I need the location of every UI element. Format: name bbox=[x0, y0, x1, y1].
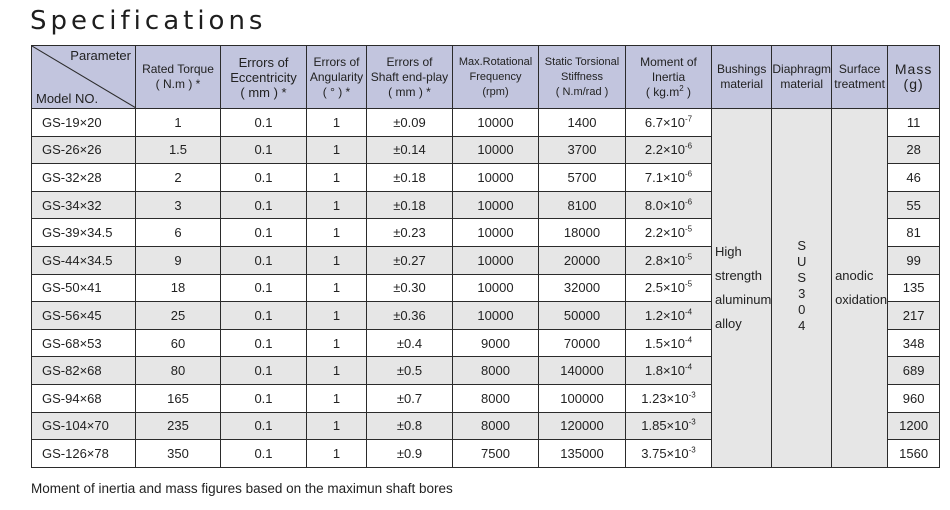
torque-cell: 2 bbox=[136, 164, 221, 192]
inertia-cell: $8.0\times 10^{-6}$ bbox=[626, 191, 712, 219]
header-row bbox=[32, 46, 940, 109]
angularity-cell: 1 bbox=[307, 357, 367, 385]
mass-cell: 28 bbox=[888, 136, 940, 164]
col-torsional-stiffness: Static Torsional Stiffness ( N.m/rad ) bbox=[539, 46, 626, 109]
torque-cell: 6 bbox=[136, 219, 221, 247]
stiffness-cell: 1400 bbox=[539, 109, 626, 137]
angularity-cell: 1 bbox=[307, 136, 367, 164]
stiffness-cell: 70000 bbox=[539, 329, 626, 357]
inertia-cell: $2.2\times 10^{-6}$ bbox=[626, 136, 712, 164]
stiffness-cell: 32000 bbox=[539, 274, 626, 302]
rotational-cell: 7500 bbox=[453, 440, 539, 468]
stiffness-cell: 18000 bbox=[539, 219, 626, 247]
angularity-cell: 1 bbox=[307, 274, 367, 302]
endplay-cell: ±0.36 bbox=[367, 302, 453, 330]
inertia-cell: $2.8\times 10^{-5}$ bbox=[626, 246, 712, 274]
torque-cell: 1.5 bbox=[136, 136, 221, 164]
endplay-cell: ±0.30 bbox=[367, 274, 453, 302]
mass-cell: 960 bbox=[888, 384, 940, 412]
rotational-cell: 10000 bbox=[453, 164, 539, 192]
angularity-cell: 1 bbox=[307, 246, 367, 274]
endplay-cell: ±0.9 bbox=[367, 440, 453, 468]
specifications-table bbox=[31, 45, 940, 468]
torque-cell: 9 bbox=[136, 246, 221, 274]
torque-cell: 80 bbox=[136, 357, 221, 385]
model-cell: GS-82×68 bbox=[32, 357, 136, 385]
rotational-cell: 10000 bbox=[453, 109, 539, 137]
rotational-cell: 10000 bbox=[453, 274, 539, 302]
mass-cell: 81 bbox=[888, 219, 940, 247]
rotational-cell: 10000 bbox=[453, 191, 539, 219]
col-diaphragm-material: Diaphragm material bbox=[772, 46, 832, 109]
endplay-cell: ±0.14 bbox=[367, 136, 453, 164]
model-cell: GS-68×53 bbox=[32, 329, 136, 357]
col-bushings-material: Bushings material bbox=[712, 46, 772, 109]
eccentricity-cell: 0.1 bbox=[221, 329, 307, 357]
mass-cell: 689 bbox=[888, 357, 940, 385]
angularity-cell: 1 bbox=[307, 384, 367, 412]
model-cell: GS-104×70 bbox=[32, 412, 136, 440]
stiffness-cell: 20000 bbox=[539, 246, 626, 274]
eccentricity-cell: 0.1 bbox=[221, 412, 307, 440]
angularity-cell: 1 bbox=[307, 191, 367, 219]
col-rotational-frequency: Max.Rotational Frequency (rpm) bbox=[453, 46, 539, 109]
col-rated-torque: Rated Torque ( N.m ) * bbox=[136, 46, 221, 109]
eccentricity-cell: 0.1 bbox=[221, 219, 307, 247]
torque-cell: 1 bbox=[136, 109, 221, 137]
model-cell: GS-50×41 bbox=[32, 274, 136, 302]
torque-cell: 235 bbox=[136, 412, 221, 440]
corner-parameter-label: Parameter bbox=[70, 48, 131, 63]
rotational-cell: 8000 bbox=[453, 412, 539, 440]
inertia-cell: $1.23\times 10^{-3}$ bbox=[626, 384, 712, 412]
rotational-cell: 8000 bbox=[453, 384, 539, 412]
eccentricity-cell: 0.1 bbox=[221, 357, 307, 385]
footnote: Moment of inertia and mass figures based on the maximun shaft bores bbox=[31, 481, 453, 496]
eccentricity-cell: 0.1 bbox=[221, 246, 307, 274]
inertia-cell: $7.1\times 10^{-6}$ bbox=[626, 164, 712, 192]
endplay-cell: ±0.09 bbox=[367, 109, 453, 137]
mass-cell: 46 bbox=[888, 164, 940, 192]
model-cell: GS-94×68 bbox=[32, 384, 136, 412]
inertia-cell: $2.2\times 10^{-5}$ bbox=[626, 219, 712, 247]
inertia-cell: $3.75\times 10^{-3}$ bbox=[626, 440, 712, 468]
col-endplay: Errors of Shaft end-play ( mm ) * bbox=[367, 46, 453, 109]
rotational-cell: 10000 bbox=[453, 302, 539, 330]
endplay-cell: ±0.8 bbox=[367, 412, 453, 440]
col-mass: Mass (g) bbox=[888, 46, 940, 109]
angularity-cell: 1 bbox=[307, 440, 367, 468]
mass-cell: 217 bbox=[888, 302, 940, 330]
endplay-cell: ±0.4 bbox=[367, 329, 453, 357]
endplay-cell: ±0.7 bbox=[367, 384, 453, 412]
angularity-cell: 1 bbox=[307, 412, 367, 440]
bushings-material-cell: High strength aluminum alloy bbox=[712, 109, 772, 468]
endplay-cell: ±0.18 bbox=[367, 164, 453, 192]
col-moment-of-inertia: Moment of Inertia ( $kg.m^2$ ) bbox=[626, 46, 712, 109]
mass-cell: 11 bbox=[888, 109, 940, 137]
angularity-cell: 1 bbox=[307, 219, 367, 247]
torque-cell: 3 bbox=[136, 191, 221, 219]
model-cell: GS-19×20 bbox=[32, 109, 136, 137]
model-cell: GS-34×32 bbox=[32, 191, 136, 219]
rotational-cell: 10000 bbox=[453, 136, 539, 164]
col-eccentricity: Errors of Eccentricity ( mm ) * bbox=[221, 46, 307, 109]
inertia-cell: $1.5\times 10^{-4}$ bbox=[626, 329, 712, 357]
eccentricity-cell: 0.1 bbox=[221, 136, 307, 164]
rotational-cell: 10000 bbox=[453, 246, 539, 274]
stiffness-cell: 5700 bbox=[539, 164, 626, 192]
eccentricity-cell: 0.1 bbox=[221, 384, 307, 412]
endplay-cell: ±0.18 bbox=[367, 191, 453, 219]
eccentricity-cell: 0.1 bbox=[221, 440, 307, 468]
model-cell: GS-126×78 bbox=[32, 440, 136, 468]
stiffness-cell: 120000 bbox=[539, 412, 626, 440]
torque-cell: 60 bbox=[136, 329, 221, 357]
endplay-cell: ±0.27 bbox=[367, 246, 453, 274]
eccentricity-cell: 0.1 bbox=[221, 191, 307, 219]
rotational-cell: 9000 bbox=[453, 329, 539, 357]
corner-model-label: Model NO. bbox=[36, 91, 99, 106]
angularity-cell: 1 bbox=[307, 164, 367, 192]
stiffness-cell: 140000 bbox=[539, 357, 626, 385]
stiffness-cell: 135000 bbox=[539, 440, 626, 468]
model-cell: GS-26×26 bbox=[32, 136, 136, 164]
mass-cell: 1200 bbox=[888, 412, 940, 440]
inertia-cell: $2.5\times 10^{-5}$ bbox=[626, 274, 712, 302]
endplay-cell: ±0.23 bbox=[367, 219, 453, 247]
torque-cell: 25 bbox=[136, 302, 221, 330]
stiffness-cell: 8100 bbox=[539, 191, 626, 219]
col-angularity: Errors of Angularity ( ° ) * bbox=[307, 46, 367, 109]
eccentricity-cell: 0.1 bbox=[221, 274, 307, 302]
model-cell: GS-56×45 bbox=[32, 302, 136, 330]
mass-cell: 348 bbox=[888, 329, 940, 357]
torque-cell: 18 bbox=[136, 274, 221, 302]
eccentricity-cell: 0.1 bbox=[221, 164, 307, 192]
diaphragm-material-cell: SUS304 bbox=[772, 109, 832, 468]
torque-cell: 350 bbox=[136, 440, 221, 468]
mass-cell: 99 bbox=[888, 246, 940, 274]
model-cell: GS-44×34.5 bbox=[32, 246, 136, 274]
mass-cell: 55 bbox=[888, 191, 940, 219]
inertia-cell: $1.85\times 10^{-3}$ bbox=[626, 412, 712, 440]
model-cell: GS-32×28 bbox=[32, 164, 136, 192]
model-cell: GS-39×34.5 bbox=[32, 219, 136, 247]
corner-header bbox=[32, 46, 136, 109]
inertia-cell: $1.8\times 10^{-4}$ bbox=[626, 357, 712, 385]
endplay-cell: ±0.5 bbox=[367, 357, 453, 385]
angularity-cell: 1 bbox=[307, 302, 367, 330]
table-row bbox=[32, 109, 940, 137]
eccentricity-cell: 0.1 bbox=[221, 302, 307, 330]
surface-treatment-cell: anodic oxidation bbox=[832, 109, 888, 468]
rotational-cell: 8000 bbox=[453, 357, 539, 385]
torque-cell: 165 bbox=[136, 384, 221, 412]
mass-cell: 1560 bbox=[888, 440, 940, 468]
col-surface-treatment: Surface treatment bbox=[832, 46, 888, 109]
page-title: Specifications bbox=[30, 6, 267, 36]
stiffness-cell: 3700 bbox=[539, 136, 626, 164]
stiffness-cell: 100000 bbox=[539, 384, 626, 412]
rotational-cell: 10000 bbox=[453, 219, 539, 247]
angularity-cell: 1 bbox=[307, 109, 367, 137]
angularity-cell: 1 bbox=[307, 329, 367, 357]
stiffness-cell: 50000 bbox=[539, 302, 626, 330]
eccentricity-cell: 0.1 bbox=[221, 109, 307, 137]
inertia-cell: $6.7\times 10^{-7}$ bbox=[626, 109, 712, 137]
inertia-cell: $1.2\times 10^{-4}$ bbox=[626, 302, 712, 330]
mass-cell: 135 bbox=[888, 274, 940, 302]
